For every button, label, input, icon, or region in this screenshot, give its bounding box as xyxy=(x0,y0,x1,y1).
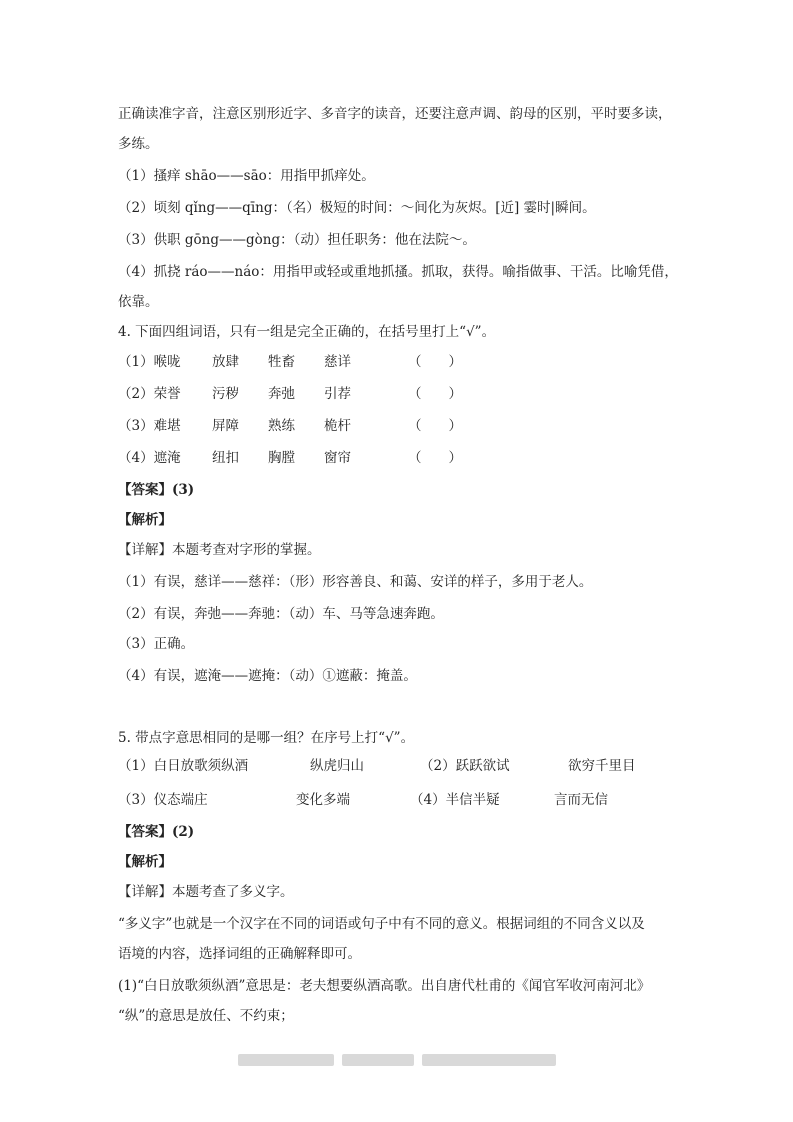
q5-option: （2）跃跃欲试 xyxy=(420,758,510,774)
q5-para-1: “多义字”也就是一个汉字在不同的词语或句子中有不同的意义。根据词组的不同含义以及 xyxy=(118,916,645,932)
q4-word: 胸膛 xyxy=(268,450,295,466)
q4-row-num: （3）难堪 xyxy=(118,418,181,434)
answer-blank: （ ） xyxy=(408,354,462,370)
q4-word: 熟练 xyxy=(268,418,295,434)
q4-word: 牲畜 xyxy=(268,354,295,370)
intro-line-end: 依靠。 xyxy=(118,294,159,310)
q5-option: （1）白日放歌须纵酒 xyxy=(118,758,249,774)
q4-answer: 【答案】(3) xyxy=(118,482,195,498)
q5-para-3: (1)“白日放歌须纵酒”意思是：老夫想要纵酒高歌。出自唐代杜甫的《闻官军收河南河北》 xyxy=(118,978,651,994)
q4-analysis-heading: 【解析】 xyxy=(118,512,172,528)
q5-title: 5. 带点字意思相同的是哪一组？在序号上打“√”。 xyxy=(118,730,415,746)
q4-word: 慈详 xyxy=(324,354,351,370)
q5-para-2: 语境的内容，选择词组的正确解释即可。 xyxy=(118,946,361,962)
q4-word: 桅杆 xyxy=(324,418,351,434)
q4-word: 奔弛 xyxy=(268,386,295,402)
q5-row xyxy=(118,790,678,810)
intro-item-3: （3）供职 gōng——gòng：（动）担任职务：他在法院～。 xyxy=(118,232,476,248)
q5-analysis-heading: 【解析】 xyxy=(118,854,172,870)
q4-word: 引荐 xyxy=(324,386,351,402)
q4-row-num: （4）遮淹 xyxy=(118,450,181,466)
q4-word: 纽扣 xyxy=(212,450,239,466)
q4-detail: 【详解】本题考查对字形的掌握。 xyxy=(118,542,321,558)
q5-option: 言而无信 xyxy=(554,792,608,808)
answer-blank: （ ） xyxy=(408,386,462,402)
q5-option: 变化多端 xyxy=(296,792,350,808)
q4-row xyxy=(118,352,678,372)
answer-blank: （ ） xyxy=(408,418,462,434)
q5-answer: 【答案】(2) xyxy=(118,824,195,840)
q4-explain-1: （1）有误，慈详——慈祥：（形）形容善良、和蔼、安详的样子，多用于老人。 xyxy=(118,574,593,590)
q5-option: 欲穷千里目 xyxy=(568,758,636,774)
q4-row-num: （2）荣誉 xyxy=(118,386,181,402)
intro-line-1: 正确读准字音，注意区别形近字、多音字的读音，还要注意声调、韵母的区别，平时要多读， xyxy=(118,106,672,122)
q4-word: 窗帘 xyxy=(324,450,351,466)
q5-row xyxy=(118,756,678,776)
q5-option: 纵虎归山 xyxy=(310,758,364,774)
intro-line-2: 多练。 xyxy=(118,136,159,152)
q4-word: 放肆 xyxy=(212,354,239,370)
answer-blank: （ ） xyxy=(408,450,462,466)
q4-row-num: （1）喉咙 xyxy=(118,354,181,370)
q4-row xyxy=(118,384,678,404)
q4-explain-2: （2）有误，奔弛——奔驰：（动）车、马等急速奔跑。 xyxy=(118,606,444,622)
q5-option: （4）半信半疑 xyxy=(410,792,500,808)
q4-word: 屏障 xyxy=(212,418,239,434)
q4-explain-3: （3）正确。 xyxy=(118,636,195,652)
q4-title: 4. 下面四组词语，只有一组是完全正确的，在括号里打上“√”。 xyxy=(118,324,496,340)
q4-row xyxy=(118,448,678,468)
q4-explain-4: （4）有误，遮淹——遮掩：（动）①遮蔽：掩盖。 xyxy=(118,668,417,684)
intro-item-4: （4）抓挠 ráo——náo：用指甲或轻或重地抓搔。抓取，获得。喻指做事、干活。比喻凭借， xyxy=(118,264,678,280)
intro-item-2: （2）顷刻 qǐng——qīng：（名）极短的时间：～间化为灰烬。[近] 霎时|瞬间。 xyxy=(118,200,596,216)
q5-detail: 【详解】本题考查了多义字。 xyxy=(118,884,294,900)
q5-option: （3）仪态端庄 xyxy=(118,792,208,808)
q4-row xyxy=(118,416,678,436)
q5-para-4: “纵”的意思是放任、不约束； xyxy=(118,1008,294,1024)
intro-item-1: （1）搔痒 shāo——sāo：用指甲抓痒处。 xyxy=(118,168,375,184)
blurred-footer-watermark xyxy=(238,1054,556,1066)
q4-word: 污秽 xyxy=(212,386,239,402)
